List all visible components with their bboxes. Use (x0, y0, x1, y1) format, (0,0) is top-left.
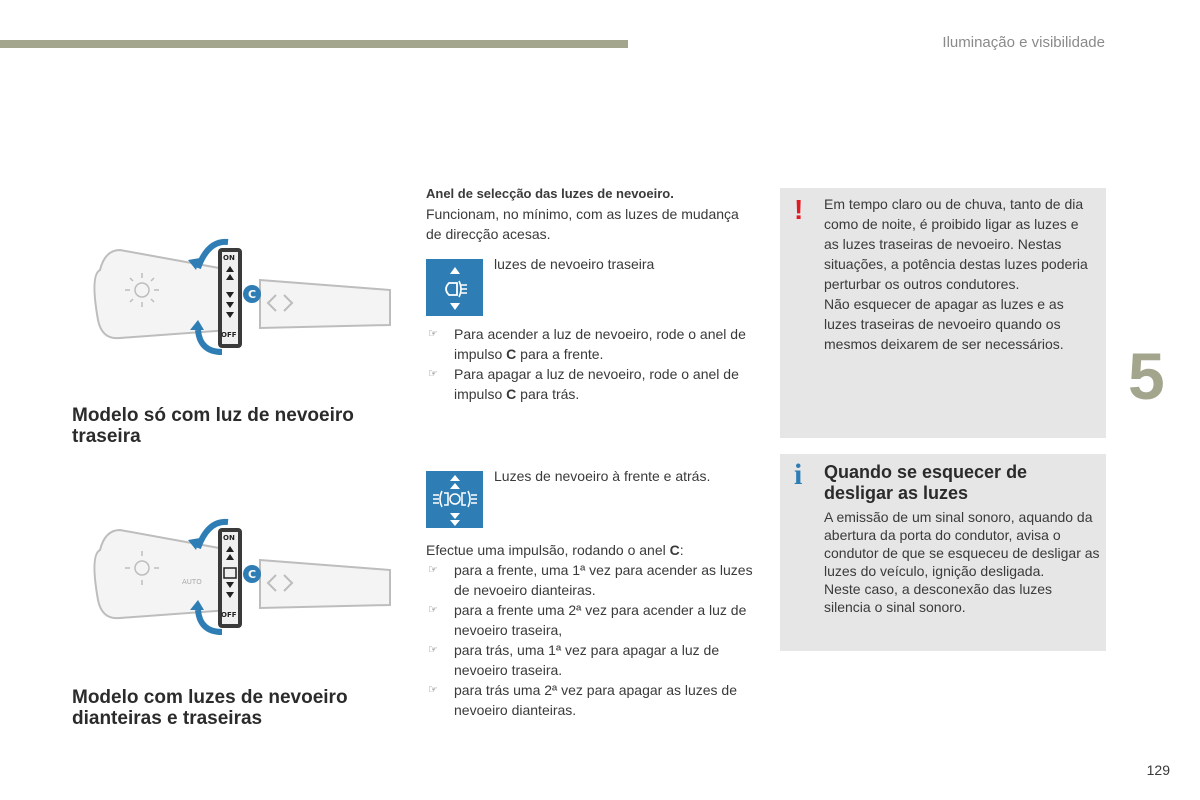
rear-fog-light-icon (435, 263, 475, 313)
warning-box (780, 188, 1106, 438)
info-text (824, 508, 1100, 616)
chapter-number: 5 (1128, 339, 1165, 413)
info-paragraph: A emissão de um sinal sonoro, aquando da abertura da porta do condutor, avisa o condutor de que se esqueceu de desligar as luzes do veículo, ignição desligada. (824, 509, 1100, 579)
info-box (780, 454, 1106, 651)
ring-on-label: ON (223, 534, 235, 542)
ring-off-label: OFF (221, 611, 237, 619)
info-paragraph: Neste caso, a desconexão das luzes silencia o sinal sonoro. (824, 581, 1053, 615)
list-item: ☞ para a frente, uma 1ª vez para acender as luzes de nevoeiro dianteiras. (428, 562, 753, 598)
stalk-figure-rear-fog (80, 230, 400, 370)
list-item: ☞ para trás, uma 1ª vez para apagar a luz de nevoeiro traseira. (428, 642, 720, 678)
ring-off-label: OFF (221, 331, 237, 339)
list-item: ☞ Para apagar a luz de nevoeiro, rode o anel de impulso C para trás. (428, 366, 739, 402)
ring-description (426, 184, 756, 244)
stalk-figure-front-rear-fog (80, 510, 400, 650)
ring-c-label: C (248, 288, 257, 301)
front-rear-fog-label: Luzes de nevoeiro à frente e atrás. (494, 468, 711, 484)
ring-intro: Funcionam, no mínimo, com as luzes de mudança de direcção acesas. (426, 206, 739, 242)
ring-auto-label: AUTO (182, 578, 202, 586)
bullet-hand-icon: ☞ (428, 368, 438, 380)
rear-fog-instructions (426, 324, 756, 404)
header-bar (0, 40, 628, 48)
front-rear-fog-intro: Efectue uma impulsão, rodando o anel C: (426, 542, 684, 558)
bullet-hand-icon: ☞ (428, 328, 438, 340)
bullet-hand-icon: ☞ (428, 644, 438, 656)
front-rear-fog-instructions (426, 540, 756, 720)
warning-paragraph: Não esquecer de apagar as luzes e as luzes traseiras de nevoeiro quando os mesmos deixarem de ser necessários. (824, 296, 1064, 352)
stalk-front-rear-fog-icon (80, 510, 400, 650)
warning-icon: ! (794, 194, 804, 225)
rear-fog-label: luzes de nevoeiro traseira (494, 256, 655, 272)
bullet-hand-icon: ☞ (428, 564, 438, 576)
info-icon: i (794, 458, 803, 491)
heading-model-rear-fog: Modelo só com luz de nevoeiro traseira (72, 405, 354, 447)
heading-model-front-rear-fog: Modelo com luzes de nevoeiro dianteiras e traseiras (72, 687, 348, 729)
ring-title: Anel de selecção das luzes de nevoeiro. (426, 186, 674, 201)
warning-paragraph: Em tempo claro ou de chuva, tanto de dia como de noite, é proibido ligar as luzes e as luzes traseiras de nevoeiro. Nestas situações, a potência destas luzes poderia perturbar os outros condutores. (824, 196, 1088, 292)
list-item: ☞ para a frente uma 2ª vez para acender a luz de nevoeiro traseira, (428, 602, 747, 638)
info-title: Quando se esquecer de desligar as luzes (824, 462, 1028, 503)
list-item: ☞ Para acender a luz de nevoeiro, rode o anel de impulso C para a frente. (428, 326, 746, 362)
warning-text (824, 194, 1096, 354)
bullet-hand-icon: ☞ (428, 684, 438, 696)
ring-on-label: ON (223, 254, 235, 262)
page-number: 129 (1146, 762, 1170, 778)
front-rear-fog-light-icon (430, 473, 480, 527)
stalk-rear-fog-icon (80, 230, 400, 370)
section-title: Iluminação e visibilidade (942, 34, 1105, 51)
rear-fog-symbol (426, 259, 483, 316)
list-item: ☞ para trás uma 2ª vez para apagar as luzes de nevoeiro dianteiras. (428, 682, 738, 718)
bullet-hand-icon: ☞ (428, 604, 438, 616)
ring-c-label: C (248, 568, 257, 581)
front-rear-fog-symbol (426, 471, 483, 528)
